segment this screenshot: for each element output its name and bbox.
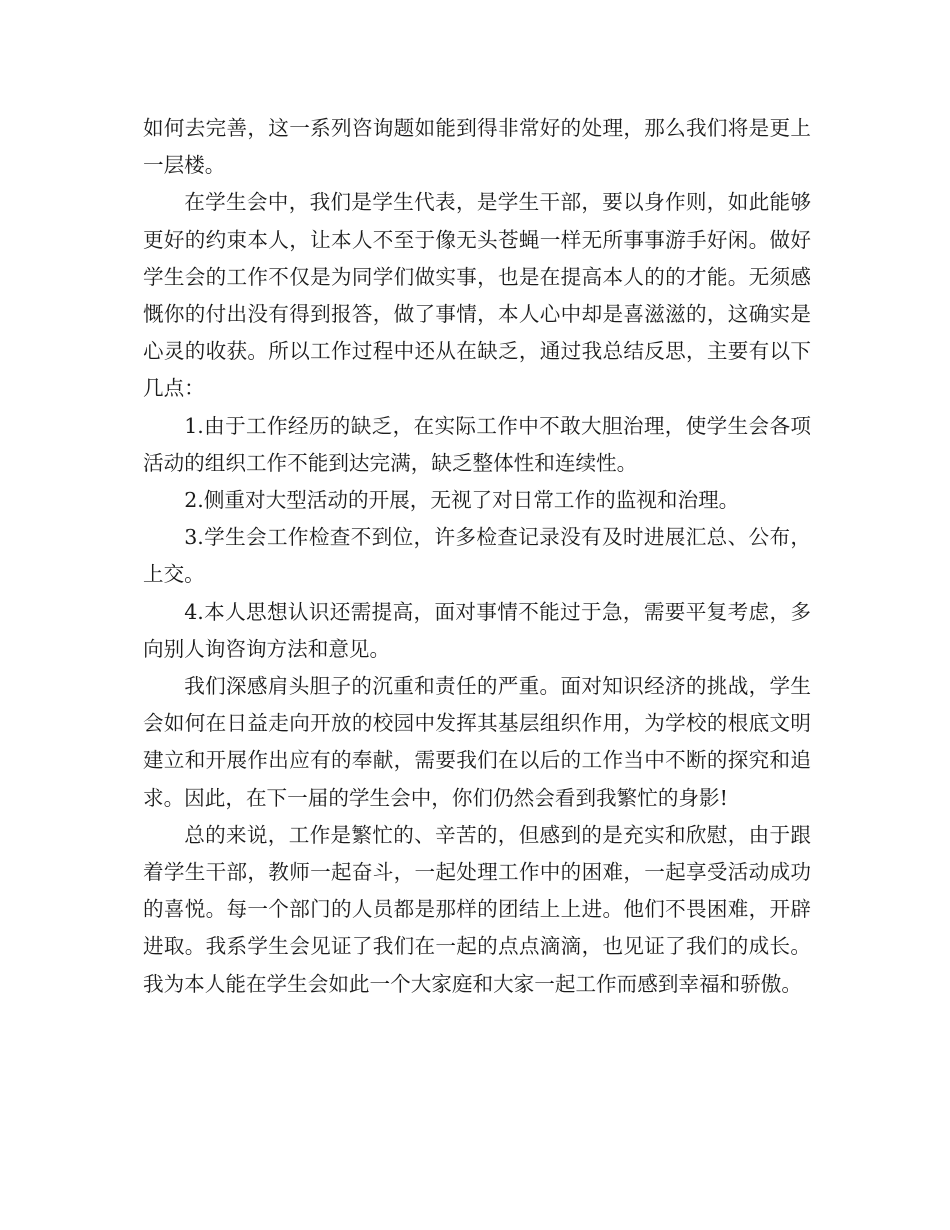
paragraph-4: 2.侧重对大型活动的开展，无视了对日常工作的监视和治理。 bbox=[184, 488, 740, 513]
document-body bbox=[143, 110, 811, 1003]
paragraph-6: 4.本人思想认识还需提高，面对事情不能过于急，需要平复考虑，多向别人询咨询方法和意见。 bbox=[143, 599, 811, 661]
paragraph-5: 3.学生会工作检查不到位，许多检查记录没有及时进展汇总、公布，上交。 bbox=[143, 525, 811, 587]
paragraph-1: 如何去完善，这一系列咨询题如能到得非常好的处理，那么我们将是更上一层楼。 bbox=[143, 116, 811, 178]
paragraph-8: 总的来说，工作是繁忙的、辛苦的，但感到的是充实和欣慰，由于跟着学生干部，教师一起奋斗，一起处理工作中的困难，一起享受活动成功的喜悦。每一个部门的人员都是那样的团结上上进。他们不畏困难，开辟进取。我系学生会见证了我们在一起的点点滴滴，也见证了我们的成长。我为本人能在学生会如此一个大家庭和大家一起工作而感到幸福和骄傲。 bbox=[143, 822, 811, 996]
paragraph-2: 在学生会中，我们是学生代表，是学生干部，要以身作则，如此能够更好的约束本人，让本人不至于像无头苍蝇一样无所事事游手好闲。做好学生会的工作不仅是为同学们做实事，也是在提高本人的的才能。无须感慨你的付出没有得到报答，做了事情，本人心中却是喜滋滋的，这确实是心灵的收获。所以工作过程中还从在缺乏，通过我总结反思，主要有以下几点： bbox=[143, 190, 811, 401]
paragraph-7: 我们深感肩头胆子的沉重和责任的严重。面对知识经济的挑战，学生会如何在日益走向开放的校园中发挥其基层组织作用，为学校的根底文明建立和开展作出应有的奉献，需要我们在以后的工作当中不断的探究和追求。因此，在下一届的学生会中，你们仍然会看到我繁忙的身影! bbox=[143, 674, 811, 810]
paragraph-3: 1.由于工作经历的缺乏，在实际工作中不敢大胆治理，使学生会各项活动的组织工作不能到达完满，缺乏整体性和连续性。 bbox=[143, 413, 811, 475]
